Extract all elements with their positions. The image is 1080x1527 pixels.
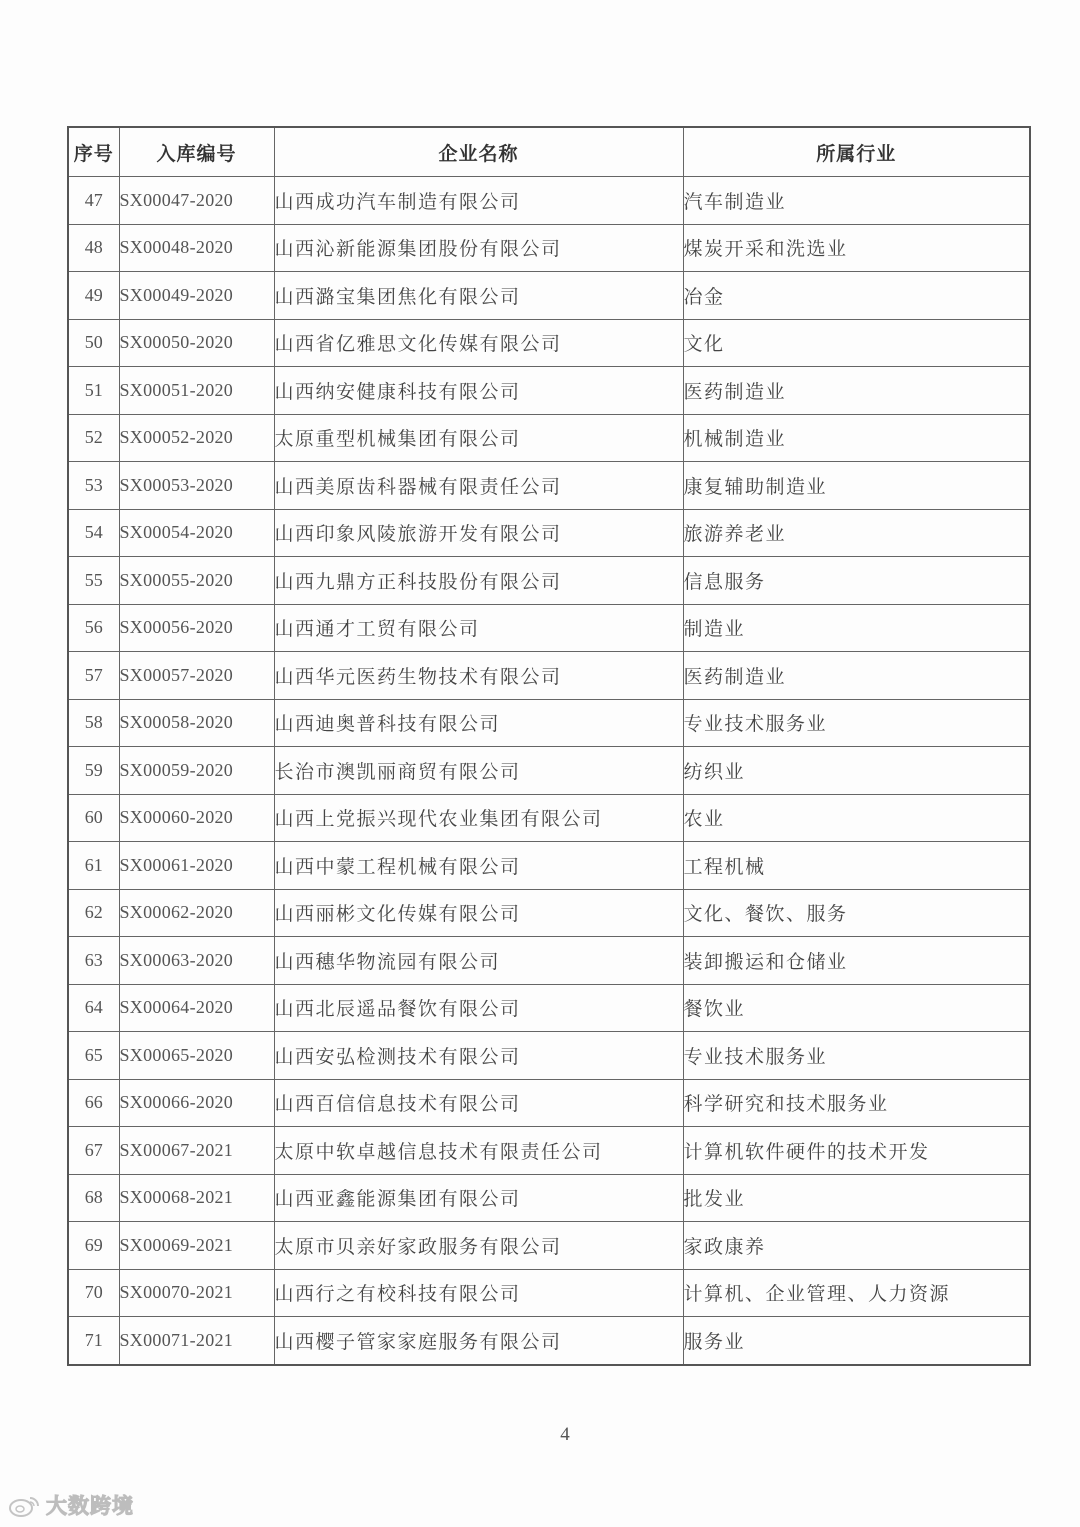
industry-cell: 文化: [683, 319, 1030, 367]
table-row: [68, 557, 1030, 605]
industry-cell: 计算机软件硬件的技术开发: [683, 1127, 1030, 1175]
industry-cell: 专业技术服务业: [683, 1032, 1030, 1080]
weibo-logo-icon: [8, 1492, 42, 1518]
table-body: [68, 177, 1030, 1365]
company-name-cell: 山西百信信息技术有限公司: [274, 1079, 683, 1127]
company-name-cell: 山西中蒙工程机械有限公司: [274, 842, 683, 890]
code-cell: SX00047-2020: [119, 177, 274, 225]
seq-cell: 58: [68, 699, 119, 747]
code-cell: SX00069-2021: [119, 1222, 274, 1270]
code-cell: SX00049-2020: [119, 272, 274, 320]
seq-cell: 65: [68, 1032, 119, 1080]
code-cell: SX00058-2020: [119, 699, 274, 747]
industry-cell: 制造业: [683, 604, 1030, 652]
company-name-cell: 长治市澳凯丽商贸有限公司: [274, 747, 683, 795]
company-name-cell: 太原市贝亲好家政服务有限公司: [274, 1222, 683, 1270]
code-cell: SX00055-2020: [119, 557, 274, 605]
company-name-cell: 山西亚鑫能源集团有限公司: [274, 1174, 683, 1222]
table-row: [68, 1222, 1030, 1270]
seq-cell: 70: [68, 1269, 119, 1317]
company-name-cell: 山西穗华物流园有限公司: [274, 937, 683, 985]
industry-cell: 装卸搬运和仓储业: [683, 937, 1030, 985]
seq-cell: 55: [68, 557, 119, 605]
code-cell: SX00050-2020: [119, 319, 274, 367]
company-name-cell: 山西安弘检测技术有限公司: [274, 1032, 683, 1080]
code-cell: SX00060-2020: [119, 794, 274, 842]
seq-cell: 68: [68, 1174, 119, 1222]
company-name-cell: 山西美原齿科器械有限责任公司: [274, 462, 683, 510]
company-name-cell: 山西上党振兴现代农业集团有限公司: [274, 794, 683, 842]
industry-cell: 旅游养老业: [683, 509, 1030, 557]
seq-cell: 60: [68, 794, 119, 842]
table-row: [68, 984, 1030, 1032]
seq-cell: 61: [68, 842, 119, 890]
seq-cell: 71: [68, 1317, 119, 1365]
table-row: [68, 319, 1030, 367]
industry-cell: 医药制造业: [683, 367, 1030, 415]
table-row: [68, 509, 1030, 557]
company-name-cell: 山西九鼎方正科技股份有限公司: [274, 557, 683, 605]
seq-cell: 69: [68, 1222, 119, 1270]
page-number: 4: [560, 1424, 570, 1445]
code-cell: SX00065-2020: [119, 1032, 274, 1080]
seq-cell: 57: [68, 652, 119, 700]
table-row: [68, 889, 1030, 937]
seq-cell: 47: [68, 177, 119, 225]
industry-cell: 纺织业: [683, 747, 1030, 795]
header-code: 入库编号: [119, 127, 274, 177]
table-row: [68, 842, 1030, 890]
code-cell: SX00062-2020: [119, 889, 274, 937]
industry-cell: 冶金: [683, 272, 1030, 320]
industry-cell: 农业: [683, 794, 1030, 842]
industry-cell: 批发业: [683, 1174, 1030, 1222]
table-row: [68, 1127, 1030, 1175]
code-cell: SX00053-2020: [119, 462, 274, 510]
code-cell: SX00057-2020: [119, 652, 274, 700]
enterprise-registry-table: [67, 126, 1031, 1366]
seq-cell: 49: [68, 272, 119, 320]
table-row: [68, 1269, 1030, 1317]
industry-cell: 科学研究和技术服务业: [683, 1079, 1030, 1127]
company-name-cell: 山西北辰遥品餐饮有限公司: [274, 984, 683, 1032]
company-name-cell: 山西纳安健康科技有限公司: [274, 367, 683, 415]
code-cell: SX00054-2020: [119, 509, 274, 557]
table-row: [68, 177, 1030, 225]
seq-cell: 67: [68, 1127, 119, 1175]
table-row: [68, 367, 1030, 415]
industry-cell: 煤炭开采和洗选业: [683, 224, 1030, 272]
code-cell: SX00066-2020: [119, 1079, 274, 1127]
code-cell: SX00061-2020: [119, 842, 274, 890]
industry-cell: 机械制造业: [683, 414, 1030, 462]
seq-cell: 64: [68, 984, 119, 1032]
code-cell: SX00071-2021: [119, 1317, 274, 1365]
table-row: [68, 937, 1030, 985]
code-cell: SX00048-2020: [119, 224, 274, 272]
table-row: [68, 224, 1030, 272]
table-row: [68, 1317, 1030, 1365]
table-row: [68, 604, 1030, 652]
industry-cell: 工程机械: [683, 842, 1030, 890]
header-industry: 所属行业: [683, 127, 1030, 177]
seq-cell: 51: [68, 367, 119, 415]
table-row: [68, 1032, 1030, 1080]
table-header-row: [68, 127, 1030, 177]
company-name-cell: 山西潞宝集团焦化有限公司: [274, 272, 683, 320]
company-name-cell: 山西华元医药生物技术有限公司: [274, 652, 683, 700]
seq-cell: 59: [68, 747, 119, 795]
industry-cell: 服务业: [683, 1317, 1030, 1365]
seq-cell: 66: [68, 1079, 119, 1127]
company-name-cell: 山西成功汽车制造有限公司: [274, 177, 683, 225]
company-name-cell: 山西印象风陵旅游开发有限公司: [274, 509, 683, 557]
seq-cell: 53: [68, 462, 119, 510]
code-cell: SX00064-2020: [119, 984, 274, 1032]
code-cell: SX00070-2021: [119, 1269, 274, 1317]
code-cell: SX00051-2020: [119, 367, 274, 415]
seq-cell: 54: [68, 509, 119, 557]
table-row: [68, 1174, 1030, 1222]
seq-cell: 48: [68, 224, 119, 272]
company-name-cell: 山西行之有校科技有限公司: [274, 1269, 683, 1317]
seq-cell: 63: [68, 937, 119, 985]
industry-cell: 专业技术服务业: [683, 699, 1030, 747]
industry-cell: 计算机、企业管理、人力资源: [683, 1269, 1030, 1317]
company-name-cell: 山西迪奥普科技有限公司: [274, 699, 683, 747]
table-row: [68, 699, 1030, 747]
code-cell: SX00059-2020: [119, 747, 274, 795]
industry-cell: 家政康养: [683, 1222, 1030, 1270]
company-name-cell: 山西省亿雅思文化传媒有限公司: [274, 319, 683, 367]
table-row: [68, 272, 1030, 320]
industry-cell: 餐饮业: [683, 984, 1030, 1032]
company-name-cell: 山西丽彬文化传媒有限公司: [274, 889, 683, 937]
industry-cell: 文化、餐饮、服务: [683, 889, 1030, 937]
company-name-cell: 山西樱子管家家庭服务有限公司: [274, 1317, 683, 1365]
company-name-cell: 太原中软卓越信息技术有限责任公司: [274, 1127, 683, 1175]
table-row: [68, 794, 1030, 842]
industry-cell: 汽车制造业: [683, 177, 1030, 225]
industry-cell: 康复辅助制造业: [683, 462, 1030, 510]
table-row: [68, 747, 1030, 795]
watermark-text: 大数跨境: [46, 1494, 134, 1518]
company-name-cell: 太原重型机械集团有限公司: [274, 414, 683, 462]
table-header: [68, 127, 1030, 177]
company-name-cell: 山西通才工贸有限公司: [274, 604, 683, 652]
industry-cell: 医药制造业: [683, 652, 1030, 700]
seq-cell: 50: [68, 319, 119, 367]
table-row: [68, 462, 1030, 510]
seq-cell: 56: [68, 604, 119, 652]
company-name-cell: 山西沁新能源集团股份有限公司: [274, 224, 683, 272]
header-seq: 序号: [68, 127, 119, 177]
watermark: [8, 1490, 134, 1520]
table-row: [68, 414, 1030, 462]
table-row: [68, 652, 1030, 700]
seq-cell: 52: [68, 414, 119, 462]
code-cell: SX00052-2020: [119, 414, 274, 462]
seq-cell: 62: [68, 889, 119, 937]
code-cell: SX00067-2021: [119, 1127, 274, 1175]
code-cell: SX00068-2021: [119, 1174, 274, 1222]
code-cell: SX00063-2020: [119, 937, 274, 985]
header-name: 企业名称: [274, 127, 683, 177]
table-row: [68, 1079, 1030, 1127]
industry-cell: 信息服务: [683, 557, 1030, 605]
code-cell: SX00056-2020: [119, 604, 274, 652]
